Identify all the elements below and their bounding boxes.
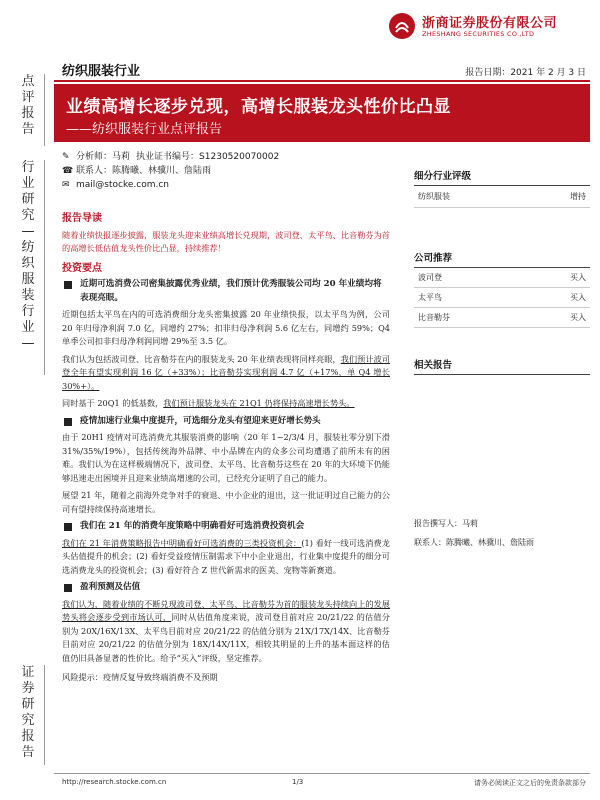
contact-icon: ☎ [62,166,74,176]
brand-logo [388,10,588,44]
contact-label: 联系人： [76,166,113,176]
recommend-row [414,268,590,288]
bullet-square-icon [64,584,72,592]
recommend-rating: 买入 [570,293,586,302]
right-contact-row [414,536,590,549]
bullet-1-para-2a: 我们认为包括波司登、比音勒芬在内的服装龙头 20 年业绩表现将同样亮眼， [62,353,341,364]
header-rule [54,80,590,82]
cert-number: S1230520070002 [199,152,280,162]
bullet-square-icon [64,281,72,289]
bullet-square-icon [64,523,72,531]
bullet-4-heading [62,581,390,595]
right-author-block [414,517,590,549]
bullet-3-para-1 [62,537,390,578]
contact-names: 陈腾曦、林骥川、詹陆雨 [112,166,212,176]
rating-box [414,168,590,208]
page-title: 业绩高增长逐步兑现，高增长服装龙头性价比凸显 [66,97,451,117]
bullet-3-heading [62,520,390,534]
main-content [62,212,390,689]
cert-label: 执业证书编号： [136,152,200,162]
related-box [414,357,590,375]
contact-row [62,164,279,178]
right-analyst-name: 马莉 [462,519,478,528]
analyst-icon: ✎ [62,152,70,162]
side-divider-2 [44,160,45,375]
brand-logo-icon [388,12,416,40]
recommend-company: 太平鸟 [418,293,442,302]
bullet-2-para-2: 展望 21 年，随着之前海外竞争对手的衰退、中小企业的退出，这一批证明过自己能力的公司有望持续保持高速增长。 [62,490,390,514]
bullet-3-para-1a: 我们在 21 年消费策略报告中明确看好可选消费的三类投资机会： [62,537,302,548]
bullet-3-para-1b: (1) 看好一线可选消费龙头估值提升的机会；(2) 看好受益疫情压制需求下中小企业退出，行业集中度提升的细分可选消费龙头的投资机会；(3) 看好符合 Z 世代新需求的医美、宠物等新赛道。 [62,537,391,575]
footer-url[interactable]: http://research.stocke.com.cn [62,778,167,786]
rating-value: 增持 [570,192,586,201]
bullet-4-para-1b: 同时从估值角度来说，波司登目前对应 20/21/22 的估值分别为 20X/16X/13X、太平鸟目前对应 20/21/22 的估值分别为 21X/17X/14X、比音勒芬目前对应 20/21/22 的估值分别为 18X/14X/11X，相较其明显的上升的基本面这样的估值仍旧具备显著的性价比。给予“买入”评级，坚定推荐。 [62,612,390,663]
report-date [465,65,586,78]
recommend-rating: 买入 [570,273,586,282]
rating-title: 细分行业评级 [414,168,590,186]
guide-title: 报告导读 [62,213,102,224]
risk-warning: 风险提示：疫情反复导致终端消费不及预期 [62,672,218,682]
footer-disclaimer: 请务必阅读正文之后的免责条款部分 [474,779,586,787]
analyst-row [62,150,279,164]
recommend-box [414,250,590,328]
footer-rule [54,773,590,774]
right-analyst-label: 报告撰写人： [414,519,462,528]
recommend-title: 公司推荐 [414,250,590,268]
analyst-name: 马莉 [112,152,131,162]
rating-sector: 纺织服装 [418,192,450,201]
side-divider-1 [44,74,45,146]
rating-row [414,186,590,208]
right-analyst-row [414,517,590,530]
author-block [62,150,279,192]
recommend-company: 比音勒芬 [418,313,450,322]
email-icon: ✉ [62,180,70,190]
bullet-1-para-3b: 我们预计服装龙头在 21Q1 仍将保持高速增长势头。 [163,398,355,408]
bullet-1-para-2 [62,353,390,394]
bullet-2-heading [62,415,390,429]
brand-name-cn: 浙商证券股份有限公司 [422,16,558,31]
right-contact-names: 陈腾曦、林骥川、詹陆雨 [446,538,534,547]
bullet-4-para-1 [62,598,390,666]
recommend-row [414,308,590,328]
report-date-value: 2021 年 2 月 3 日 [510,68,586,78]
bullet-1-heading [62,278,390,305]
bullet-2-para-1: 由于 20H1 疫情对可选消费尤其服装消费的影响（20 年 1~2/3/4 月，服装社零分别下滑 31%/35%/19%），包括传统海外品牌、中小品牌在内的众多公司均遭遇了前所未有的困难。我们认为在这样极端情况下，波司登、太平鸟、比音勒芬这些在 20 年的大环境下仍能够迅速走出困境并且迎来业绩高增速的公司，已经充分证明了自己的能力。 [62,432,390,483]
page-subtitle: ——纺织服装行业点评报告 [66,122,223,137]
bullet-3-text: 我们在 21 年的消费年度策略中明确看好可选消费投资机会 [80,521,305,531]
analyst-label: 分析师： [76,152,113,162]
brand-name-en: ZHESHANG SECURITIES CO.,LTD [422,30,535,38]
points-title: 投资要点 [62,262,102,274]
bullet-1-para-1: 近期包括太平鸟在内的可选消费细分龙头密集披露 20 年业绩快报，以太平鸟为例，公司 20 年归母净利润 7.0 亿，同增约 27%；扣非归母净利润 5.6 亿左右，同增约 59%；Q4 单季公司扣非归母净利润同增 29%至 3.5 亿。 [62,309,390,346]
guide-text: 随着业绩快报逐步披露，服装龙头迎来业绩高增长兑现期，波司登、太平鸟、比音勒芬为首的高增长低估值龙头性价比凸显，持续推荐！ [62,229,390,253]
side-label-bottom: 证券研究报告 [21,665,35,760]
recommend-rating: 买入 [570,313,586,322]
bullet-4-text: 盈利预测及估值 [80,582,141,592]
bullet-2-text: 疫情加速行业集中度提升，可选细分龙头有望迎来更好增长势头 [80,415,321,426]
email-address[interactable]: mail@stocke.com.cn [76,180,169,190]
footer-page-number: 1/3 [292,778,304,786]
recommend-company: 波司登 [418,273,442,282]
side-label-top: 点评报告 [21,74,35,137]
bullet-4-para-1a: 我们认为，随着业绩的不断兑现波司登、太平鸟、比音勒芬为首的服装龙头持续向上的发展势头将会逐步受到市场认可， [62,598,390,622]
related-title: 相关报告 [414,357,590,375]
title-band [54,84,590,142]
side-label-mid: 行业研究—纺织服装行业— [21,160,35,351]
bullet-1-text: 近期可选消费公司密集披露优秀业绩，我们预计优秀服装公司均 20 年业绩均将表现亮眼。 [80,279,382,303]
report-date-label: 报告日期： [465,68,511,78]
email-row [62,178,279,192]
side-divider-3 [44,665,45,765]
right-contact-label: 联系人： [414,538,446,547]
bullet-square-icon [64,418,72,426]
recommend-row [414,288,590,308]
bullet-1-para-3 [62,397,390,411]
bullet-1-para-2b: 我们预计波司登全年有望实现利润 16 亿（+33%）；比音勒芬实现利润 4.7 亿（+17%，单 Q4 增长 30%+）。 [62,353,390,391]
industry-heading: 纺织服装行业 [62,64,141,79]
bullet-1-para-3a: 同时基于 20Q1 的低基数， [62,398,164,408]
